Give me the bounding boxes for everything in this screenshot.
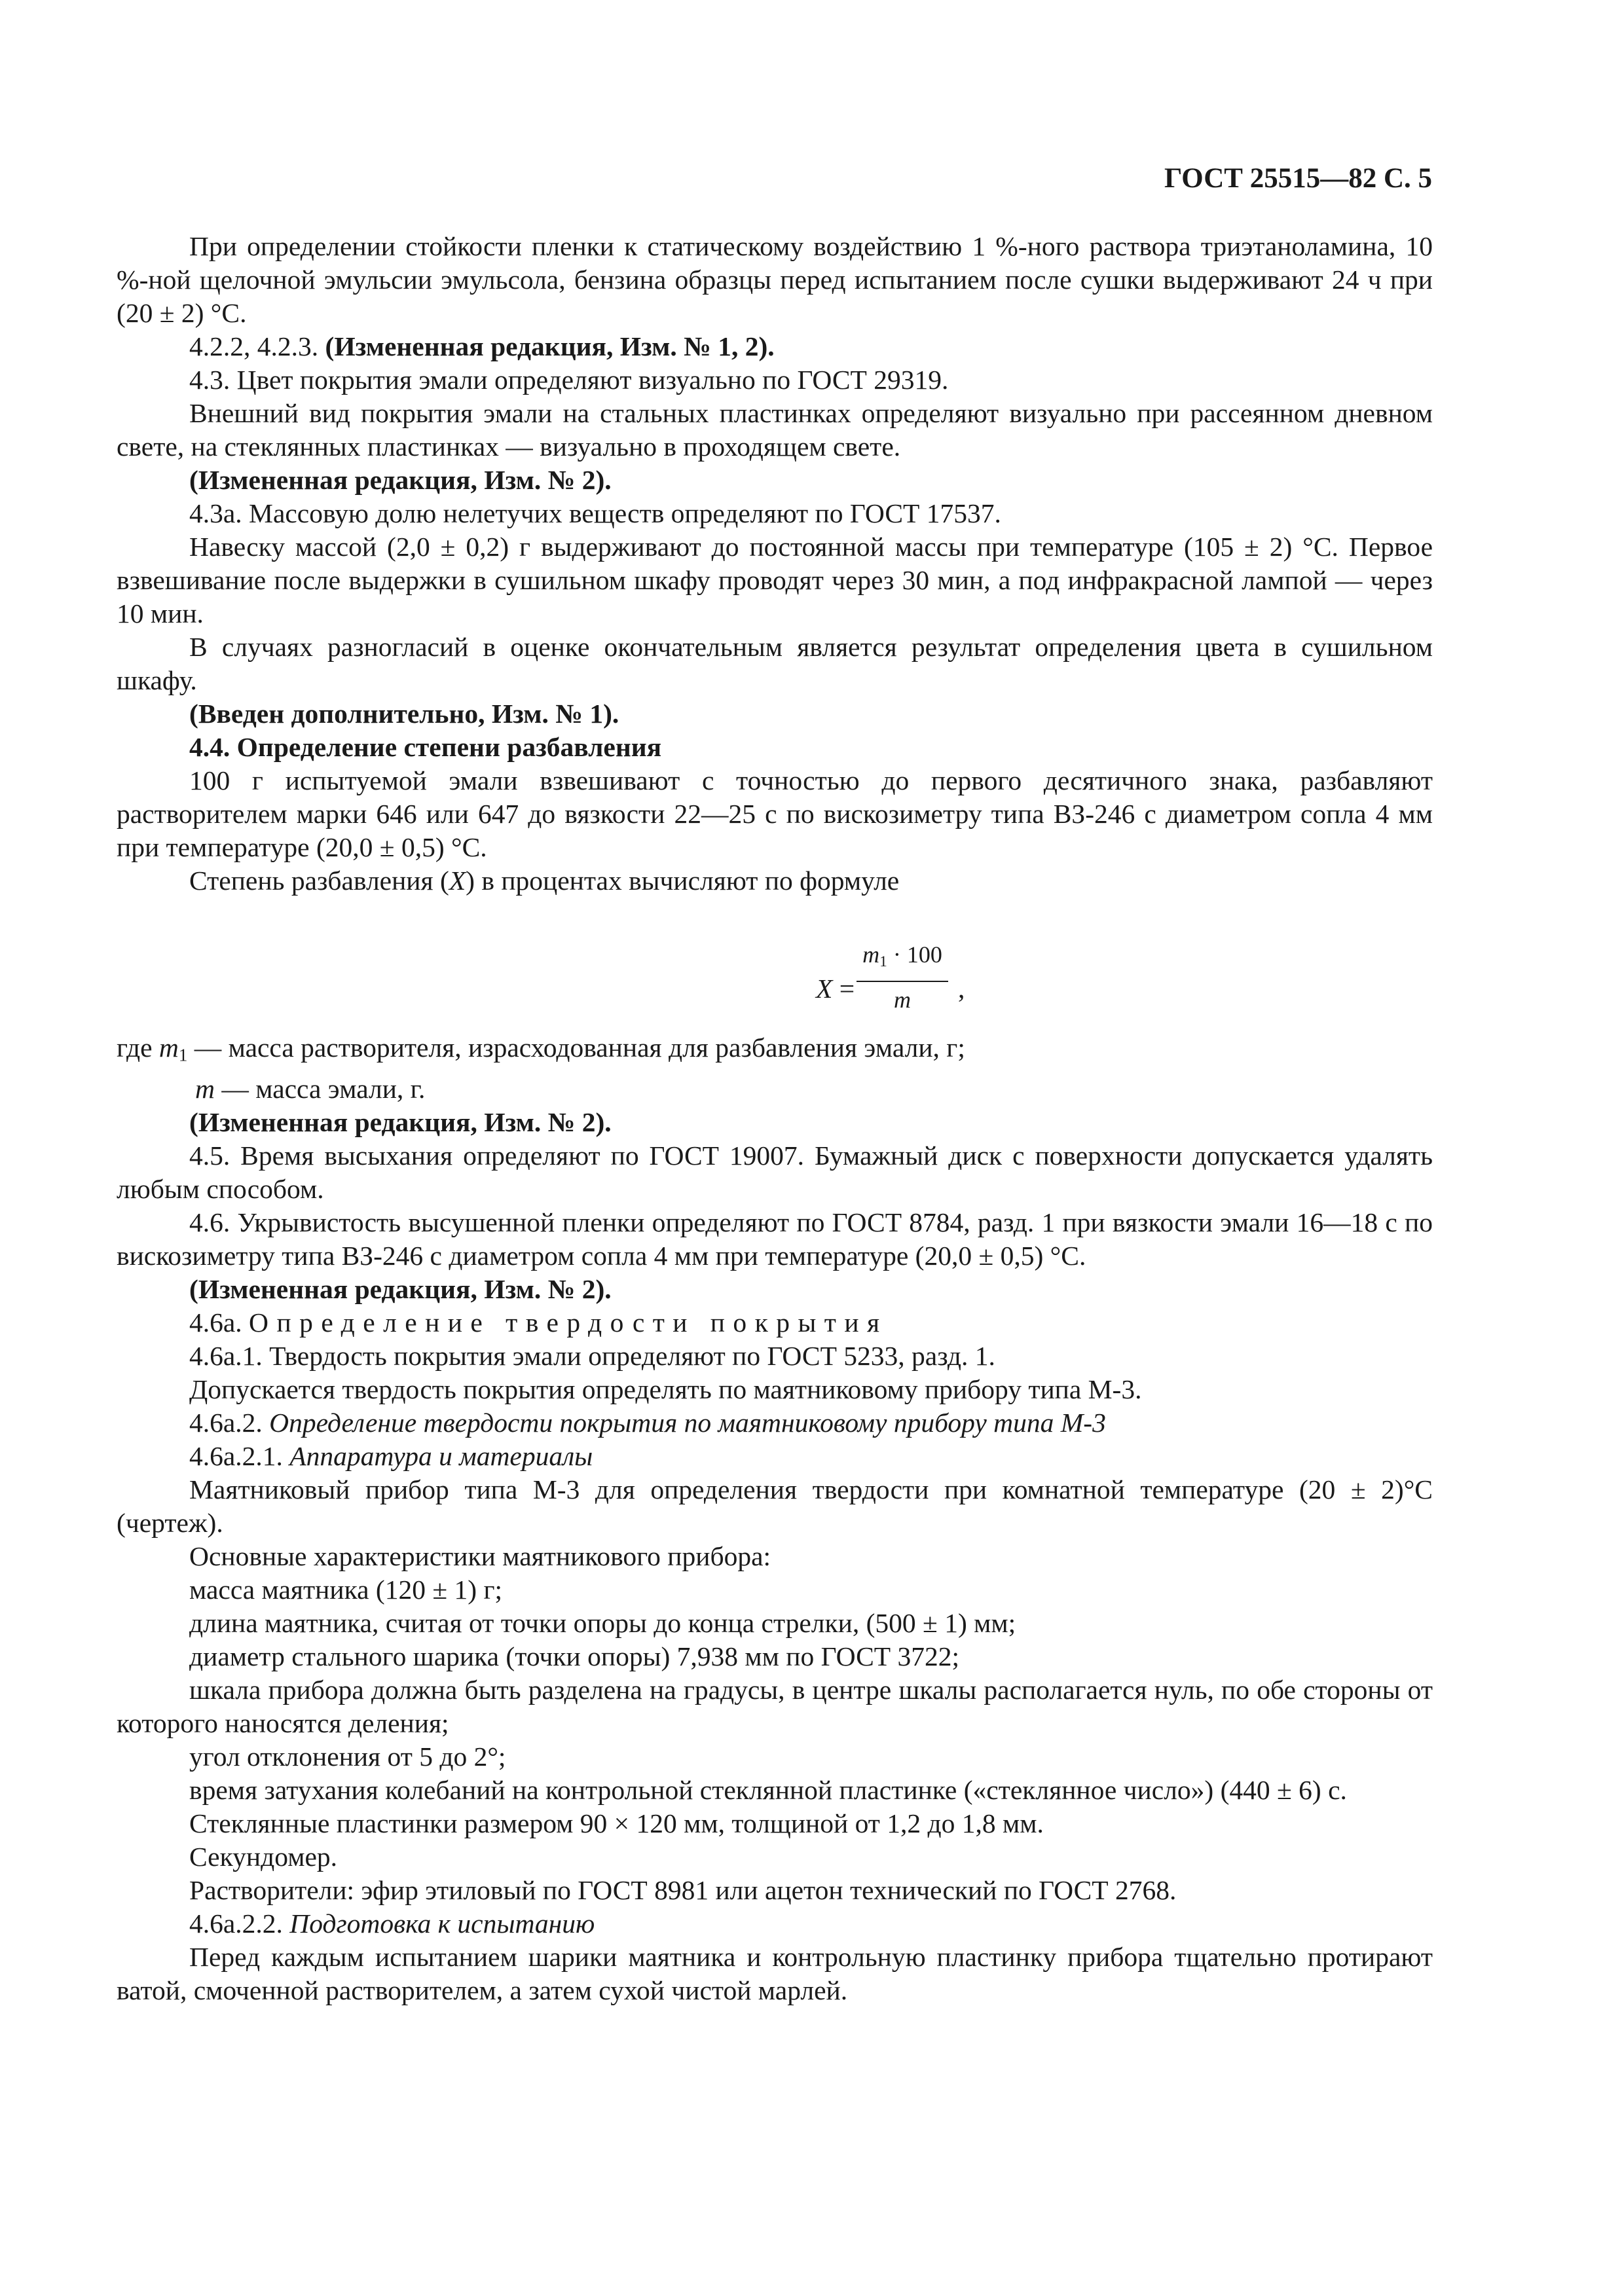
variable-x: X [449, 866, 466, 896]
amendment-note: (Измененная редакция, Изм. № 2). [189, 1106, 612, 1137]
paragraph: 100 г испытуемой эмали взвешивают с точностью до первого десятичного знака, разбавляют растворителем марки 646 или 647 до вязкости 22—25 с по вискозиметру типа ВЗ-246 с диаметром сопла 4 мм при температуре (20,0 ± 0,5) °С. [117, 765, 1433, 862]
subsection-title: Аппаратура и материалы [289, 1440, 593, 1471]
paragraph: При определении стойкости пленки к статическому воздействию 1 %-ного раствора триэтаноламина, 10 %-ной щелочной эмульсии эмульсола, бензина образцы перед испытанием после сушки выдерживают 24 ч при (20 ± 2) °С. [117, 231, 1433, 328]
paragraph: В случаях разногласий в оценке окончательным является результат определения цвета в сушильном шкафу. [117, 632, 1433, 695]
paragraph: Внешний вид покрытия эмали на стальных пластинках определяют визуально при рассеянном дневном свете, на стеклянных пластинках — визуально в проходящем свете. [117, 398, 1433, 462]
subsection-title: Подготовка к испытанию [289, 1908, 595, 1939]
paragraph: 4.3. Цвет покрытия эмали определяют визуально по ГОСТ 29319. [189, 365, 949, 395]
page-header: ГОСТ 25515—82 С. 5 [1164, 163, 1432, 194]
list-item: масса маятника (120 ± 1) г; [189, 1574, 502, 1605]
paragraph: 4.5. Время высыхания определяют по ГОСТ 19007. Бумажный диск с поверхности допускается удалять любым способом. [117, 1140, 1433, 1204]
paragraph: Стеклянные пластинки размером 90 × 120 мм, толщиной от 1,2 до 1,8 мм. [189, 1808, 1044, 1838]
amendment-note: (Измененная редакция, Изм. № 1, 2). [325, 331, 775, 361]
paragraph: 4.6. Укрывистость высушенной пленки определяют по ГОСТ 8784, разд. 1 при вязкости эмали 16—18 с по вискозиметру типа ВЗ-246 с диаметром сопла 4 мм при температуре (20,0 ± 0,5) °С. [117, 1207, 1433, 1271]
paragraph: Растворители: эфир этиловый по ГОСТ 8981 или ацетон технический по ГОСТ 2768. [189, 1874, 1177, 1905]
paragraph: Перед каждым испытанием шарики маятника и контрольную пластинку прибора тщательно протирают ватой, смоченной растворителем, а затем сухой чистой марлей. [117, 1941, 1433, 2005]
legend-line: m — масса эмали, г. [195, 1073, 426, 1104]
paragraph: Допускается твердость покрытия определять по маятниковому прибору типа М-3. [189, 1374, 1142, 1404]
list-item: шкала прибора должна быть разделена на градусы, в центре шкалы располагается нуль, по обе стороны от которого наносятся деления; [117, 1674, 1433, 1738]
paragraph: 4.6а.2. Определение твердости покрытия по маятниковому прибору типа М-3 [189, 1407, 1106, 1438]
paragraph: Маятниковый прибор типа М-3 для определения твердости при комнатной температуре (20 ± 2)°С (чертеж). [117, 1474, 1433, 1538]
list-item: диаметр стального шарика (точки опоры) 7,938 мм по ГОСТ 3722; [189, 1641, 960, 1671]
paragraph: Степень разбавления (X) в процентах вычисляют по формуле [189, 866, 900, 896]
formula-numerator: $m_1 \cdot 100$ [862, 941, 942, 970]
legend-line: где $m_1$ — масса растворителя, израсходованная для разбавления эмали, г; [117, 1032, 965, 1065]
amendment-note: (Измененная редакция, Изм. № 2). [189, 1273, 612, 1304]
clause-number: 4.2.2, 4.2.3. [189, 331, 325, 361]
paragraph [117, 330, 1433, 363]
amendment-note: (Измененная редакция, Изм. № 2). [189, 465, 612, 495]
list-item: время затухания колебаний на контрольной стеклянной пластинке («стеклянное число») (440 ± 6) с. [189, 1774, 1347, 1805]
formula-fraction [857, 939, 948, 1015]
paragraph: 4.6а.1. Твердость покрытия эмали определяют по ГОСТ 5233, разд. 1. [189, 1340, 995, 1371]
paragraph: Навеску массой (2,0 ± 0,2) г выдерживают до постоянной массы при температуре (105 ± 2) °С. Первое взвешивание после выдержки в сушильном шкафу проводят через 30 мин, а под инфракрасной лампой — через 10 мин. [117, 532, 1433, 629]
formula [117, 898, 1433, 1031]
paragraph: 4.6а.2.1. Аппаратура и материалы [189, 1440, 593, 1471]
amendment-note: (Введен дополнительно, Изм. № 1). [189, 699, 619, 729]
list-item: угол отклонения от 5 до 2°; [189, 1741, 506, 1772]
paragraph: Секундомер. [189, 1841, 338, 1872]
formula-lhs: X = [816, 974, 855, 1004]
list-item: длина маятника, считая от точки опоры до конца стрелки, (500 ± 1) мм; [189, 1607, 1016, 1638]
section-heading: 4.4. Определение степени разбавления [189, 732, 662, 762]
subsection-title: Определение твердости покрытия по маятниковому прибору типа М-3 [269, 1407, 1106, 1438]
formula-denominator: m [894, 986, 911, 1013]
spaced-heading: Определение твердости покрытия [249, 1307, 888, 1338]
formula-comma: , [958, 974, 965, 1004]
paragraph: 4.6а.2.2. Подготовка к испытанию [189, 1908, 595, 1939]
document-body [117, 230, 1433, 2007]
paragraph: Основные характеристики маятникового прибора: [189, 1540, 771, 1571]
paragraph: 4.3а. Массовую долю нелетучих веществ определяют по ГОСТ 17537. [189, 498, 1001, 528]
paragraph: 4.6а. Определение твердости покрытия [189, 1307, 888, 1338]
